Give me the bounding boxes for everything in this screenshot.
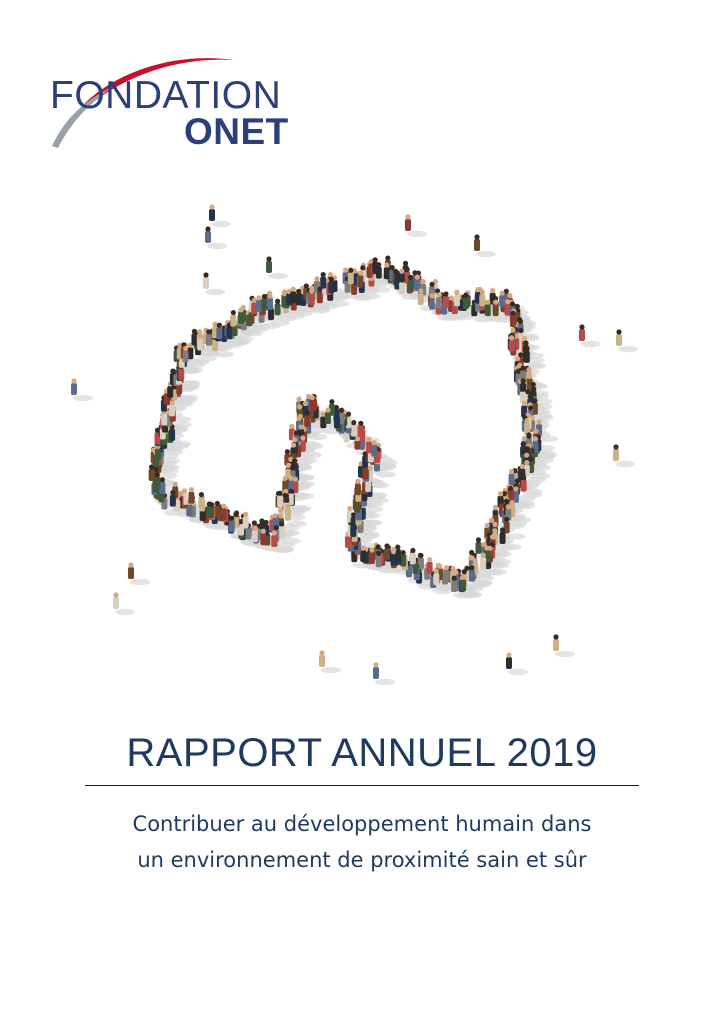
person-figure [214, 501, 220, 518]
person-figure [616, 329, 622, 346]
person-figure [376, 262, 382, 279]
person-shadow [207, 243, 227, 249]
person-figure [521, 475, 527, 492]
person-figure [506, 652, 512, 669]
person-figure [277, 491, 283, 508]
person-figure [366, 437, 372, 454]
person-figure [451, 576, 457, 593]
person-figure [325, 407, 331, 424]
person-figure [348, 268, 354, 285]
person-figure [485, 299, 491, 316]
person-figure [170, 490, 176, 507]
person-figure [229, 516, 235, 533]
person-shadow [214, 351, 234, 357]
title-divider [85, 785, 639, 786]
person-shadow [205, 289, 225, 295]
person-figure [285, 504, 291, 521]
person-figure [328, 277, 334, 294]
person-figure [509, 335, 515, 352]
person-shadow [268, 273, 288, 279]
person-figure [373, 662, 379, 679]
person-figure [191, 329, 197, 346]
person-figure [523, 346, 529, 363]
person-figure [475, 537, 481, 554]
person-figure [454, 290, 460, 307]
person-figure [243, 512, 249, 529]
person-figure [309, 289, 315, 306]
person-shadow [474, 575, 494, 581]
person-figure [443, 291, 449, 308]
report-subtitle [0, 806, 724, 878]
person-figure [408, 275, 414, 292]
person-figure [169, 400, 175, 417]
person-figure [197, 334, 203, 351]
person-shadow [211, 221, 231, 227]
person-shadow [73, 395, 93, 401]
person-figure [260, 529, 266, 546]
person-figure [206, 329, 212, 346]
person-figure [203, 272, 209, 289]
person-figure [499, 290, 505, 307]
person-figure [399, 277, 405, 294]
person-figure [252, 526, 258, 543]
person-figure [238, 307, 244, 324]
person-figure [183, 346, 189, 363]
person-figure [355, 479, 361, 496]
person-figure [290, 287, 296, 304]
person-figure [369, 547, 375, 564]
person-shadow [321, 667, 341, 673]
person-figure [474, 234, 480, 251]
person-figure [216, 323, 222, 340]
person-figure [418, 288, 424, 305]
person-figure [271, 530, 277, 547]
person-figure [384, 543, 390, 560]
person-figure [579, 324, 585, 341]
person-figure [128, 562, 134, 579]
person-shadow [555, 651, 575, 657]
person-shadow [508, 669, 528, 675]
person-figure [221, 503, 227, 520]
person-shadow [615, 461, 635, 467]
person-figure [429, 293, 435, 310]
person-shadow [476, 251, 496, 257]
person-shadow [407, 231, 427, 237]
person-figure [320, 272, 326, 289]
fondation-onet-logo [44, 50, 300, 154]
person-figure [358, 421, 364, 438]
person-figure [510, 311, 516, 328]
person-figure [469, 565, 475, 582]
person-figure [376, 551, 382, 568]
person-figure [500, 527, 506, 544]
person-figure [613, 444, 619, 461]
person-figure [463, 293, 469, 310]
person-figure [460, 575, 466, 592]
person-shadow [581, 341, 601, 347]
person-figure [230, 310, 236, 327]
subtitle-line-2: un environnement de proximité sain et sûr [137, 848, 587, 872]
person-figure [275, 299, 281, 316]
person-shadow [375, 679, 395, 685]
person-shadow [329, 301, 349, 307]
person-figure [198, 492, 204, 509]
person-figure [319, 650, 325, 667]
person-figure [433, 568, 439, 585]
person-figure [509, 469, 515, 486]
person-figure [113, 592, 119, 609]
logo-word-onet: ONET [184, 111, 289, 152]
crowd-house-illustration [56, 196, 656, 696]
person-figure [279, 521, 285, 538]
person-figure [304, 411, 310, 428]
person-figure [479, 290, 485, 307]
person-figure [493, 300, 499, 317]
person-shadow [234, 336, 254, 342]
person-figure [206, 501, 212, 518]
person-figure [553, 634, 559, 651]
person-figure [309, 395, 315, 412]
person-figure [384, 263, 390, 280]
person-figure [188, 487, 194, 504]
person-figure [169, 424, 175, 441]
person-figure [436, 292, 442, 309]
person-figure [357, 271, 363, 288]
person-shadow [171, 441, 191, 447]
person-figure [267, 293, 273, 310]
person-figure [414, 275, 420, 292]
person-shadow [361, 293, 381, 299]
person-figure [317, 287, 323, 304]
person-figure [443, 565, 449, 582]
person-figure [149, 464, 155, 481]
person-figure [261, 294, 267, 311]
person-shadow [453, 592, 473, 598]
person-figure [391, 549, 397, 566]
person-figure [209, 204, 215, 221]
logo-word-fondation: FONDATION [50, 74, 282, 117]
person-figure [154, 472, 160, 489]
person-figure [71, 378, 77, 395]
report-title: RAPPORT ANNUEL 2019 [126, 731, 598, 775]
person-shadow [185, 362, 205, 368]
person-figure [266, 256, 272, 273]
crowd-people [71, 204, 622, 679]
person-figure [360, 546, 366, 563]
subtitle-line-1: Contribuer au développement humain dans [132, 812, 592, 836]
person-figure [256, 295, 262, 312]
person-figure [410, 548, 416, 565]
person-figure [405, 214, 411, 231]
person-shadow [287, 520, 307, 526]
person-figure [351, 420, 357, 437]
person-figure [427, 557, 433, 574]
person-figure [513, 486, 519, 503]
person-figure [371, 440, 377, 457]
person-shadow [115, 609, 135, 615]
person-figure [480, 553, 486, 570]
person-shadow [618, 346, 638, 352]
person-figure [205, 226, 211, 243]
person-shadow [130, 579, 150, 585]
person-figure [524, 418, 530, 435]
person-shadow [376, 471, 396, 477]
